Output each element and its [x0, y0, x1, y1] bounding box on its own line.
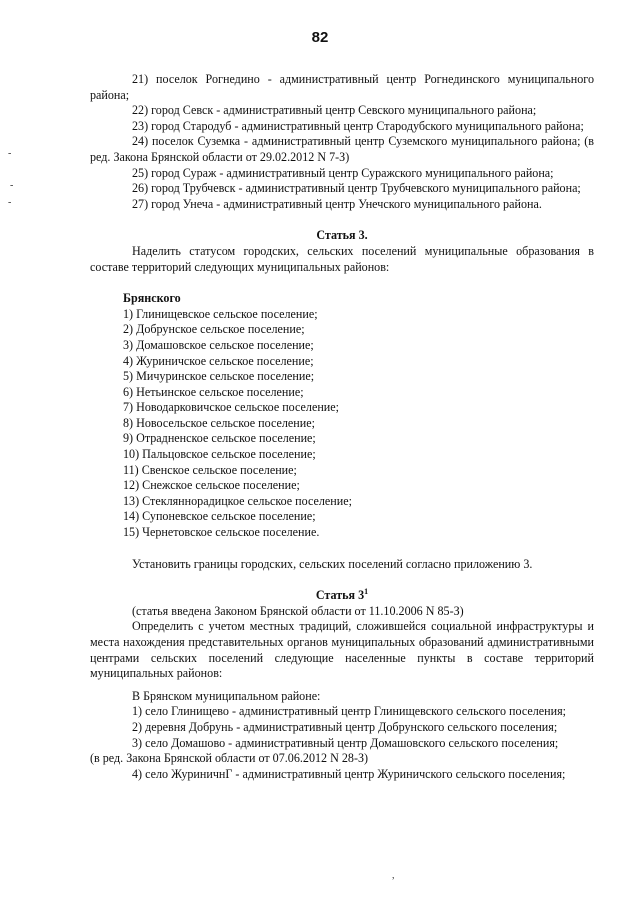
list-item: 1) Глинищевское сельское поселение; — [123, 306, 318, 321]
list-item: 13) Стекляннорадицкое сельское поселение; — [123, 493, 352, 508]
list-item: 5) Мичуринское сельское поселение; — [123, 369, 315, 384]
list-item: 21) поселок Рогнедино - административный центр Рогнединского муниципального района; — [90, 72, 594, 102]
article-note: (статья введена Законом Брянской области от 11.10.2006 N 85-З) — [132, 603, 464, 618]
list-item: 7) Новодарковичское сельское поселение; — [123, 400, 339, 415]
list-item: 11) Свенское сельское поселение; — [123, 462, 297, 477]
list-item: 8) Новосельское сельское поселение; — [123, 415, 315, 430]
list-item: 27) город Унеча - административный центр Унечского муниципального района. — [132, 196, 542, 211]
list-item: 1) село Глинищево - административный центр Глинищевского сельского поселения; — [132, 704, 566, 719]
article-heading-text: Статья 3 — [315, 588, 365, 603]
article-intro: Наделить статусом городских, сельских поселений муниципальные образования в составе территорий следующих муниципальных районов: — [90, 243, 594, 274]
article-heading: Статья 3. — [316, 228, 368, 243]
list-item: 22) город Севск - административный центр Севского муниципального района; — [132, 103, 537, 118]
document-body — [90, 72, 594, 782]
list-item: 4) Журиничское сельское поселение; — [123, 353, 314, 368]
margin-mark: - — [8, 148, 12, 159]
margin-mark: - — [8, 197, 12, 208]
article-intro: Определить с учетом местных традиций, сложившейся социальной инфраструктуры и места нахождения представительных органов муниципальных образований административными центрами сельских поселений следующие населенные пункты в составе территорий муниципальных районов: — [90, 619, 594, 681]
margin-mark: - — [10, 180, 14, 191]
list-item: 3) село Домашово - административный центр Домашовского сельского поселения; — [132, 735, 559, 750]
district-name: Брянского — [123, 291, 181, 306]
boundaries-text: Установить границы городских, сельских поселений согласно приложению 3. — [132, 556, 533, 571]
list-item: 9) Отрадненское сельское поселение; — [123, 431, 316, 446]
list-item: 2) деревня Добрунь - административный центр Добрунского сельского поселения; — [132, 719, 558, 734]
list-item: 4) село ЖуриничнГ - административный центр Журиничского сельского поселения; — [132, 766, 566, 781]
page-number: 82 — [311, 29, 329, 46]
settlement-list — [90, 291, 594, 541]
list-item: 6) Нетьинское сельское поселение; — [123, 384, 304, 399]
margin-mark: , — [392, 870, 395, 881]
list-item: 3) Домашовское сельское поселение; — [123, 337, 314, 352]
list-item: 26) город Трубчевск - административный центр Трубчевского муниципального района; — [132, 181, 581, 196]
list-item: 14) Супоневское сельское поселение; — [123, 509, 316, 524]
list-item: 25) город Сураж - административный центр Суражского муниципального района; — [132, 165, 554, 180]
list-item: 15) Чернетовское сельское поселение. — [123, 525, 320, 540]
list-item: 23) город Стародуб - административный центр Стародубского муниципального района; — [132, 118, 584, 133]
list-item: 10) Пальцовское сельское поселение; — [123, 447, 316, 462]
district-heading: В Брянском муниципальном районе: — [132, 688, 321, 703]
list-item: 2) Добрунское сельское поселение; — [123, 322, 305, 337]
list-item: 12) Снежское сельское поселение; — [123, 478, 300, 493]
article-heading-sup: 1 — [364, 587, 369, 597]
list-item: 24) поселок Суземка - административный центр Суземского муниципального района; (в ред. Закона Брянской области от 29.02.2012 N 7-З) — [90, 134, 594, 164]
amendment-note: (в ред. Закона Брянской области от 07.06.2012 N 28-З) — [90, 751, 369, 766]
article-heading — [90, 588, 594, 604]
